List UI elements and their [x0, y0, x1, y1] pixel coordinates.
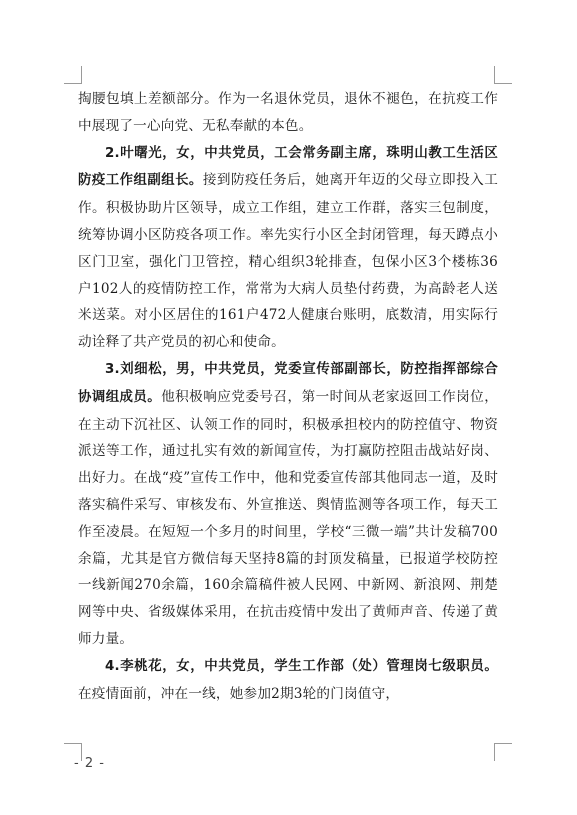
paragraph-lead: 3.刘细松，男，中共党员，党委宣传部副部长，防控指挥部综合协调组成员。 — [78, 361, 498, 405]
paragraph-text: 接到防疫任务后，她离开年迈的父母立即投入工作。积极协助片区领导，成立工作组，建立工作群，落实三包制度，统筹协调小区防疫各项工作。率先实行小区全封闭管理，每天蹲点小区门卫室，强化门卫管控，精心组织3轮排查，包保小区3个楼栋36户102人的疫情防控工作，常常为大病人员垫付药费，为高龄老人送米送菜。对小区居住的161户472人健康台账明，底数清，用实际行动诠释了共产党员的初心和使命。 — [78, 172, 498, 351]
paragraph-continuation — [78, 86, 498, 140]
paragraph-item-4 — [78, 653, 498, 708]
paragraph-lead: 2.叶曙光，女，中共党员，工会常务副主席，珠明山教工生活区防疫工作组副组长。 — [78, 145, 498, 189]
page-number: - 2 - — [74, 756, 105, 771]
paragraph-text: 他积极响应党委号召，第一时间从老家返回工作岗位，在主动下沉社区、认领工作的同时，积极承担校内的防控值守、物资派送等工作，通过扎实有效的新闻宣传，为打赢防控阻击战站好岗、出好力。在战“疫”宣传工作中，他和党委宣传部其他同志一道，及时落实稿件采写、审核发布、外宣推送、舆情监测等各项工作，每天工作至凌晨。在短短一个多月的时间里，学校“三微一端”共计发稿700余篇，尤其是官方微信每天坚持8篇的封顶发稿量，已报道学校防控一线新闻270余篇，160余篇稿件被人民网、中新网、新浪网、荆楚网等中央、省级媒体采用，在抗击疫情中发出了黄师声音、传递了黄师力量。 — [78, 388, 498, 647]
document-body — [78, 86, 498, 707]
paragraph-text: 掏腰包填上差额部分。作为一名退休党员，退休不褪色，在抗疫工作中展现了一心向党、无私奉献的本色。 — [78, 91, 498, 134]
paragraph-item-2 — [78, 140, 498, 356]
paragraph-lead: 4.李桃花，女，中共党员，学生工作部（处）管理岗七级职员。 — [105, 658, 498, 674]
paragraph-item-3 — [78, 356, 498, 653]
paragraph-text: 在疫情面前，冲在一线，她参加2期3轮的门岗值守， — [78, 685, 400, 702]
